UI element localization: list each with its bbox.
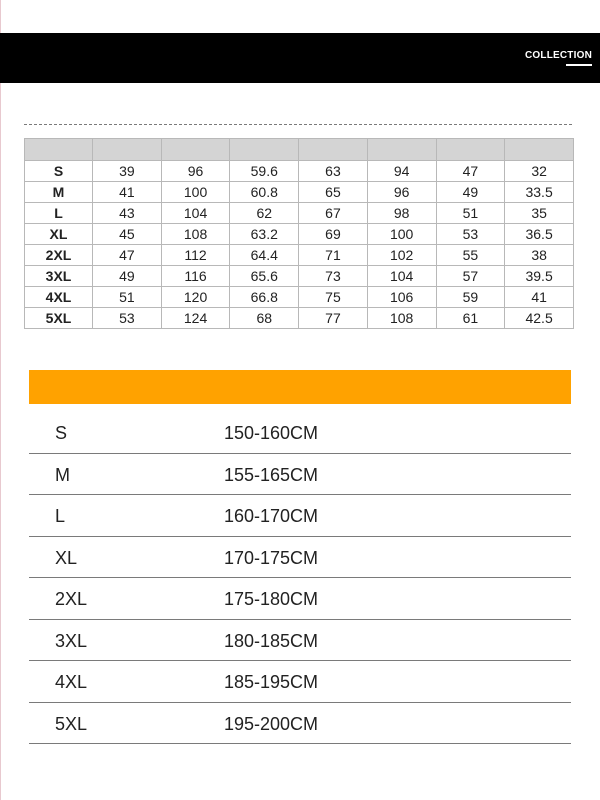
measurement-table-body [25,161,574,329]
table-cell: 49 [93,266,162,287]
table-cell: 47 [93,245,162,266]
table-cell: 104 [367,266,436,287]
height-guide-range: 160-170CM [224,506,319,526]
table-cell: 102 [367,245,436,266]
table-cell: 35 [505,203,574,224]
table-cell: 69 [299,224,368,245]
height-guide-size: 5XL [55,713,88,734]
size-label-cell: 4XL [25,287,93,308]
table-row [25,203,574,224]
table-cell: 47 [436,161,505,182]
table-cell: 59.6 [230,161,299,182]
measurement-table [24,138,574,329]
size-label-cell: 3XL [25,266,93,287]
collection-underline [566,64,592,66]
height-guide-row [29,703,571,745]
height-guide-row [29,454,571,496]
height-guide-size: 4XL [55,672,88,692]
height-guide-range: 150-160CM [224,423,319,443]
table-header-cell [436,139,505,161]
height-guide-row [29,412,571,454]
height-guide-row [29,537,571,579]
table-cell: 63 [299,161,368,182]
table-cell: 41 [93,182,162,203]
height-guide-header-band [29,370,571,404]
height-guide-range: 175-180CM [224,589,319,609]
table-cell: 71 [299,245,368,266]
height-guide-range: 180-185CM [224,630,319,651]
table-cell: 98 [367,203,436,224]
height-guide-range: 195-200CM [224,713,319,734]
table-row [25,266,574,287]
size-label-cell: M [25,182,93,203]
table-cell: 53 [93,308,162,329]
height-guide-range: 170-175CM [224,547,319,568]
table-cell: 43 [93,203,162,224]
height-guide-range: 155-165CM [224,464,319,485]
table-header-cell [25,139,93,161]
dashed-divider [24,124,572,125]
header-bar [0,33,600,83]
table-cell: 32 [505,161,574,182]
table-header-cell [93,139,162,161]
table-cell: 41 [505,287,574,308]
table-cell: 38 [505,245,574,266]
table-row [25,161,574,182]
table-cell: 39 [93,161,162,182]
size-label-cell: XL [25,224,93,245]
table-cell: 51 [93,287,162,308]
table-cell: 59 [436,287,505,308]
table-cell: 96 [367,182,436,203]
table-cell: 96 [161,161,230,182]
height-guide-range: 185-195CM [224,672,319,692]
table-row [25,182,574,203]
table-cell: 106 [367,287,436,308]
table-cell: 55 [436,245,505,266]
height-guide-row [29,495,571,537]
height-guide-row [29,578,571,620]
size-label-cell: S [25,161,93,182]
table-row [25,224,574,245]
table-cell: 57 [436,266,505,287]
table-cell: 75 [299,287,368,308]
table-cell: 33.5 [505,182,574,203]
height-guide-size: M [55,464,70,485]
table-cell: 73 [299,266,368,287]
table-cell: 36.5 [505,224,574,245]
size-label-cell: 2XL [25,245,93,266]
height-guide-row [29,661,571,703]
table-cell: 108 [367,308,436,329]
table-cell: 68 [230,308,299,329]
collection-label: COLLECTION [525,50,592,61]
table-cell: 94 [367,161,436,182]
table-cell: 60.8 [230,182,299,203]
table-header-cell [505,139,574,161]
table-header-row [25,139,574,161]
table-cell: 100 [367,224,436,245]
height-guide-list [29,412,571,744]
size-label-cell: 5XL [25,308,93,329]
table-cell: 104 [161,203,230,224]
height-guide-size: 2XL [55,589,88,609]
table-header-cell [161,139,230,161]
table-cell: 77 [299,308,368,329]
table-row [25,287,574,308]
table-cell: 63.2 [230,224,299,245]
table-cell: 67 [299,203,368,224]
table-header-cell [299,139,368,161]
left-edge-rule [0,0,1,800]
table-cell: 100 [161,182,230,203]
table-cell: 39.5 [505,266,574,287]
size-label-cell: L [25,203,93,224]
table-cell: 53 [436,224,505,245]
table-cell: 65 [299,182,368,203]
height-guide-size: XL [55,547,78,568]
table-header-cell [367,139,436,161]
table-cell: 120 [161,287,230,308]
table-cell: 51 [436,203,505,224]
table-header-cell [230,139,299,161]
table-cell: 124 [161,308,230,329]
table-cell: 45 [93,224,162,245]
table-cell: 42.5 [505,308,574,329]
height-guide-size: 3XL [55,630,88,651]
table-cell: 49 [436,182,505,203]
height-guide-size: S [55,423,68,443]
table-cell: 62 [230,203,299,224]
table-cell: 66.8 [230,287,299,308]
table-cell: 108 [161,224,230,245]
height-guide-size: L [55,506,66,526]
height-guide-row [29,620,571,662]
table-cell: 112 [161,245,230,266]
table-row [25,245,574,266]
table-cell: 61 [436,308,505,329]
table-cell: 64.4 [230,245,299,266]
table-row [25,308,574,329]
table-cell: 116 [161,266,230,287]
table-cell: 65.6 [230,266,299,287]
